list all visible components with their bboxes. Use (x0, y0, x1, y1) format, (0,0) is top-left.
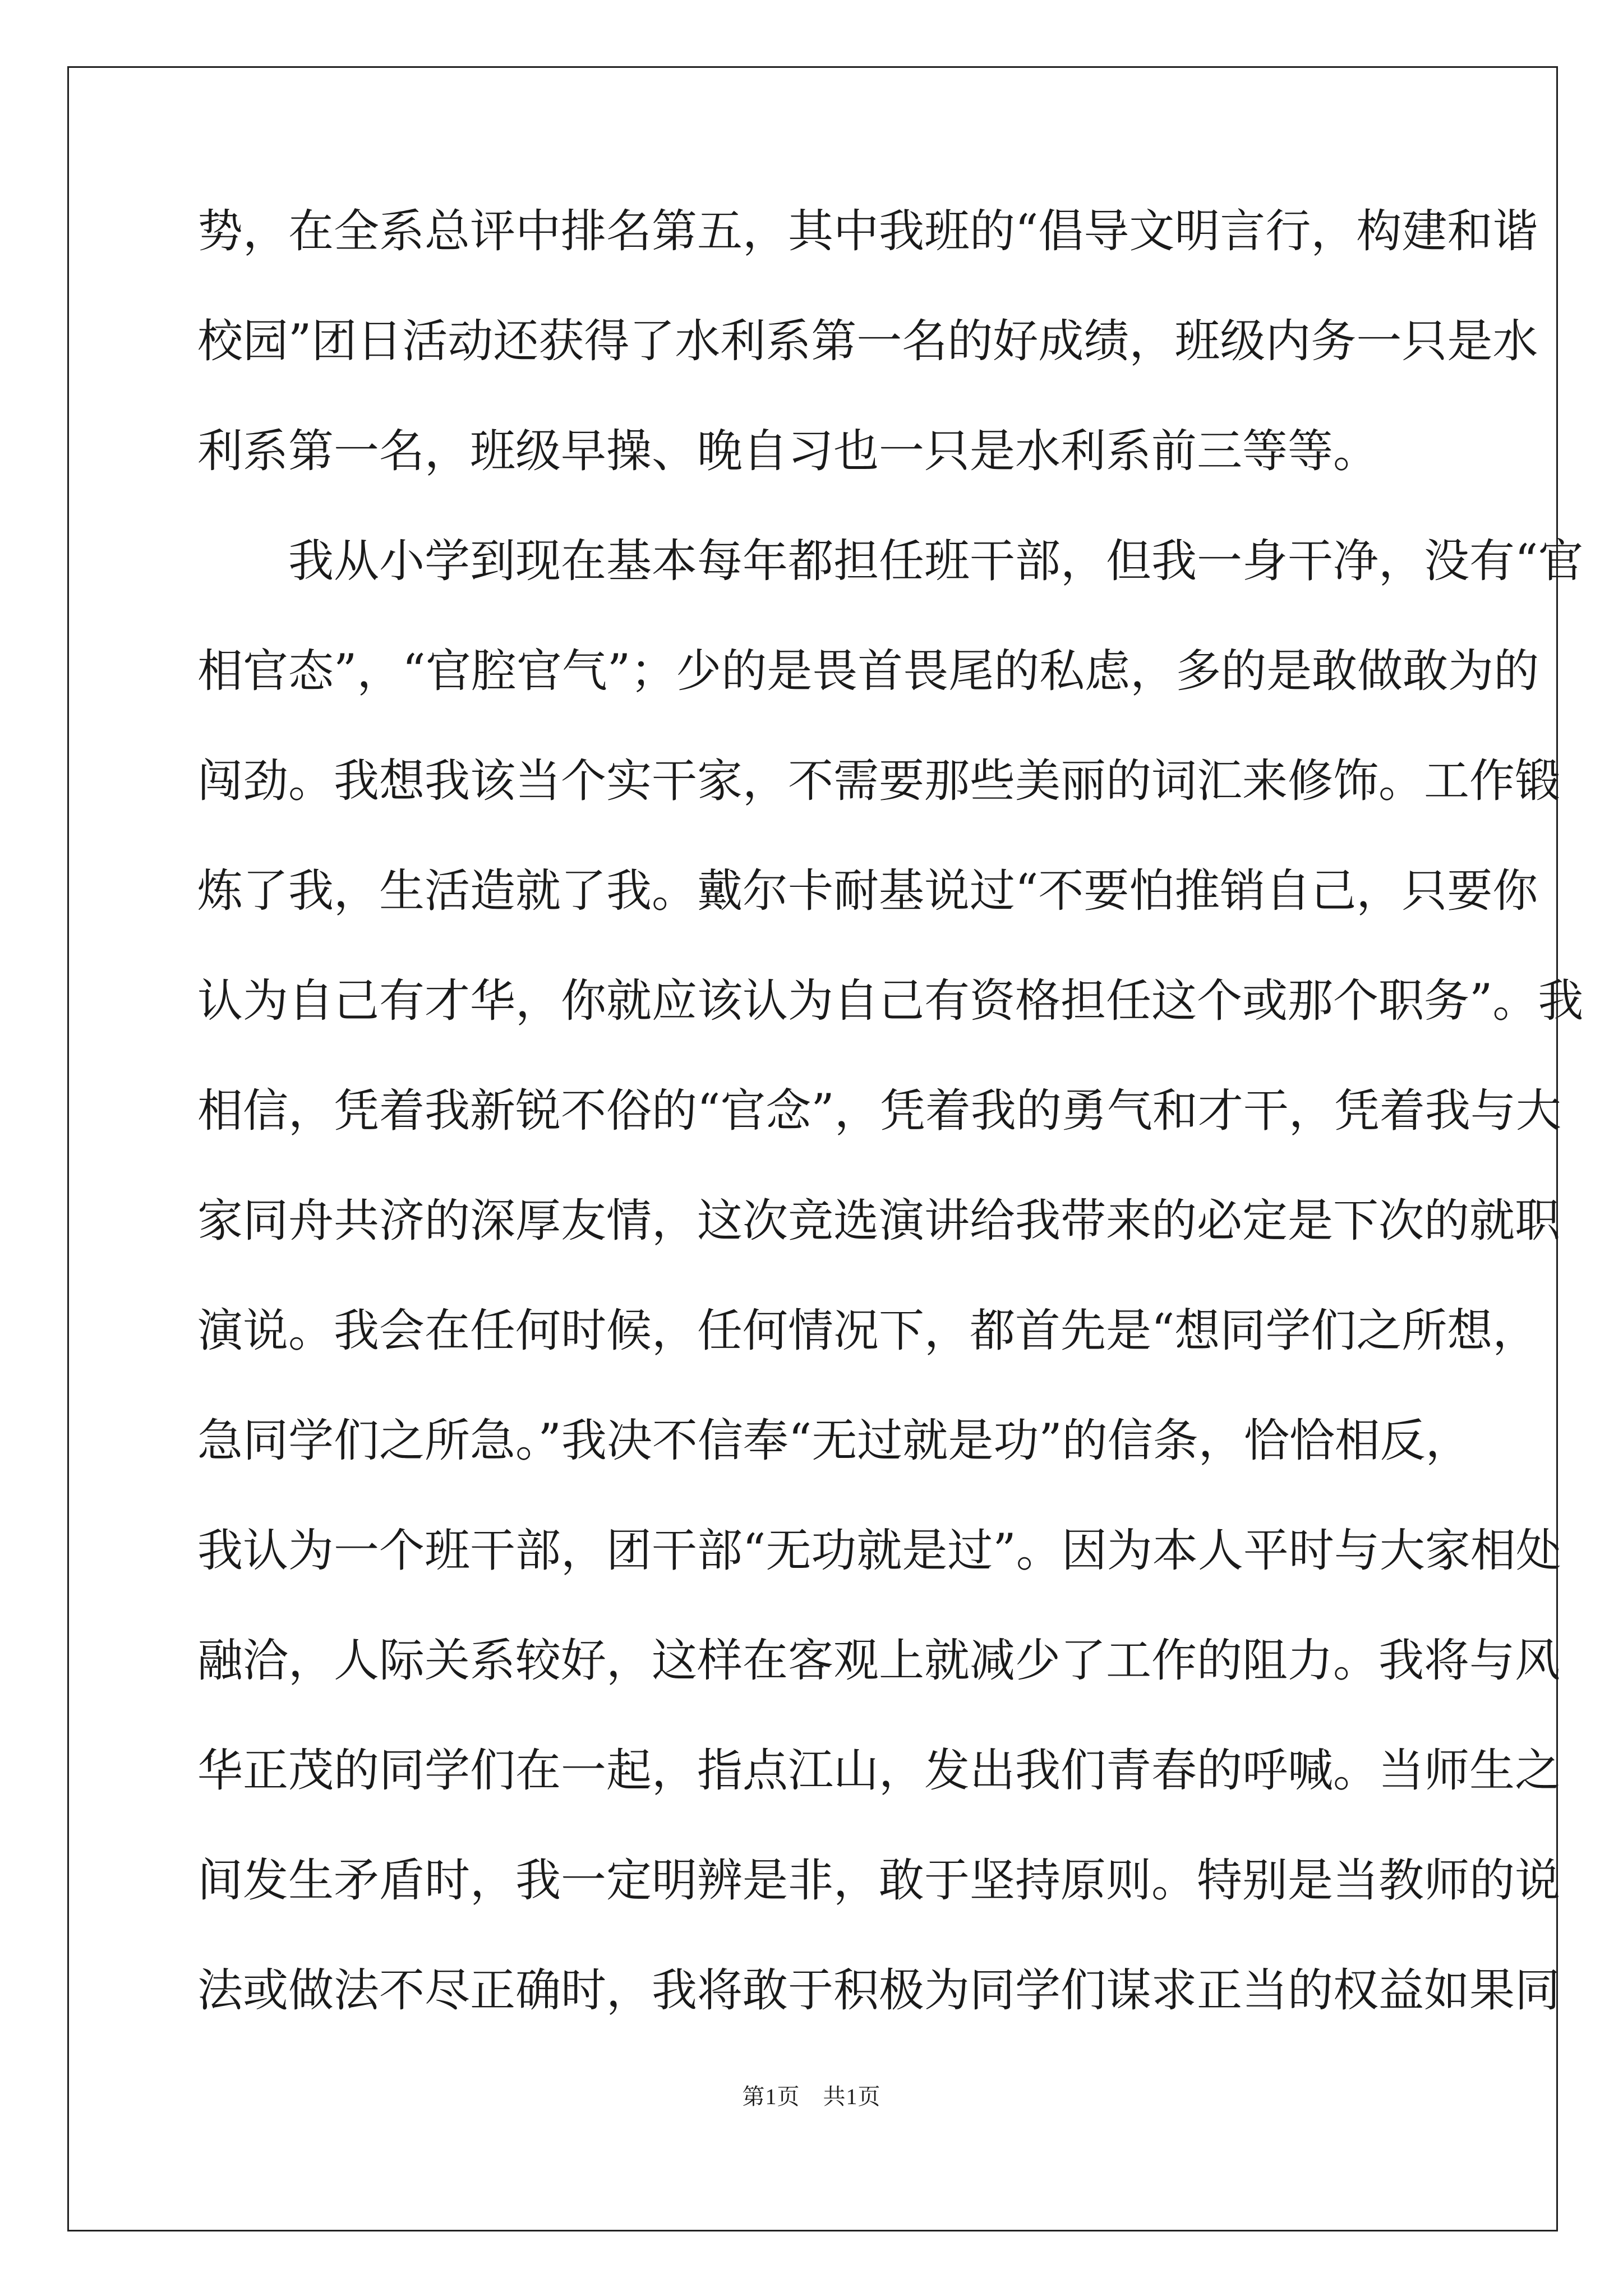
text-line: 家同舟共济的深厚友情，这次竞选演讲给我带来的必定是下次的就职 (197, 1195, 1561, 1248)
text-line: 校园”团日活动还获得了水利系第一名的好成绩，班级内务一只是水 (197, 315, 1538, 368)
text-line: 融洽，人际关系较好，这样在客观上就减少了工作的阻力。我将与风 (197, 1635, 1561, 1687)
text-line: 闯劲。我想我该当个实干家，不需要那些美丽的词汇来修饰。工作锻 (197, 755, 1561, 808)
text-line: 相官态”，“官腔官气”；少的是畏首畏尾的私虑，多的是敢做敢为的 (197, 645, 1539, 698)
text-line: 相信，凭着我新锐不俗的“官念”，凭着我的勇气和才干，凭着我与大 (197, 1085, 1561, 1138)
text-line: 华正茂的同学们在一起，指点江山，发出我们青春的呼喊。当师生之 (197, 1745, 1561, 1797)
text-line: 势，在全系总评中排名第五，其中我班的“倡导文明言行，构建和谐 (197, 205, 1538, 258)
text-line: 间发生矛盾时，我一定明辨是非，敢于坚持原则。特别是当教师的说 (197, 1855, 1561, 1907)
text-line: 我从小学到现在基本每年都担任班干部，但我一身干净，没有“官 (197, 535, 1584, 588)
text-line: 法或做法不尽正确时，我将敢于积极为同学们谋求正当的权益如果同 (197, 1964, 1561, 2017)
text-line: 急同学们之所急。”我决不信奉“无过就是功”的信条，恰恰相反， (197, 1415, 1471, 1467)
document-body (197, 205, 1584, 2078)
text-line: 利系第一名，班级早操、晚自习也一只是水利系前三等等。 (197, 425, 1379, 478)
page-number: 第1页 共1页 (742, 2084, 881, 2109)
text-line: 演说。我会在任何时候，任何情况下，都首先是“想同学们之所想， (197, 1305, 1538, 1358)
page-footer (0, 2079, 1623, 2111)
text-line: 炼了我，生活造就了我。戴尔卡耐基说过“不要怕推销自己，只要你 (197, 865, 1538, 918)
text-line: 我认为一个班干部，团干部“无功就是过”。因为本人平时与大家相处 (197, 1525, 1561, 1577)
text-line: 认为自己有才华，你就应该认为自己有资格担任这个或那个职务”。我 (197, 975, 1584, 1028)
